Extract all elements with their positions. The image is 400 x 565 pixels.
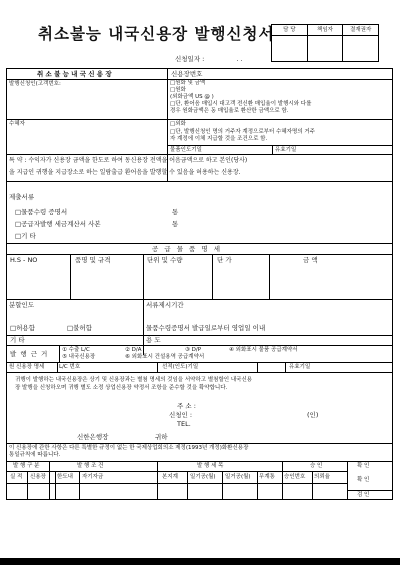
goods-col-hs: H.S - NO: [10, 256, 38, 264]
footer-note-2: 통일규칙에 따릅니다.: [9, 452, 61, 458]
original-lc-expiry[interactable]: 유효기일: [289, 364, 311, 370]
special-terms-line-1: 특 약 : 수익자가 신용장 금액을 한도로 하여 동신용장 전액을 어음금액으로 하고 본인(당사): [9, 157, 248, 164]
form-frame: [6, 68, 393, 500]
document-other-checkbox[interactable]: □기 타: [15, 232, 36, 240]
basis-option-construction[interactable]: ⑥ 외화표시 건설용역 공급계약서: [125, 354, 205, 360]
bank-sub-nosys: 무계통: [259, 474, 275, 480]
goods-col-amount: 금 액: [303, 256, 318, 264]
other-label[interactable]: 기 타: [10, 336, 25, 344]
applicant-sign-label[interactable]: 신청인 :: [169, 411, 193, 419]
original-lc-label: 원 신용장 명세: [9, 364, 45, 370]
delivery-date-label[interactable]: 물품인도기일: [170, 147, 202, 153]
purpose-label[interactable]: 용 도: [146, 336, 161, 344]
bank-inspect-label: 검 인: [357, 492, 370, 498]
basis-option-export-lc[interactable]: ① 수출 L/C: [62, 347, 90, 353]
approval-cell-approver: 결재권자: [350, 27, 372, 33]
bank-name: 신한은행장: [77, 433, 109, 441]
original-lc-number[interactable]: L/C 번호: [59, 364, 81, 370]
goods-title: 공 급 물 품 명 세: [152, 245, 223, 253]
bank-col-issue-detail: 발 행 세 목: [197, 463, 224, 469]
basis-label: 발 행 근 거: [10, 350, 49, 358]
document-invoice-checkbox[interactable]: □공급자발행 세금계산서 사본: [15, 220, 101, 228]
lc-number-label: 신용장번호: [171, 70, 203, 78]
amount-note-2: 경우 원화금액은 동 매입율로 환산한 금액으로 함.: [170, 108, 289, 114]
bottom-bar: [0, 558, 400, 565]
bank-sub-lc: 신용장: [30, 474, 46, 480]
bank-sub-own: 자기자금: [82, 474, 104, 480]
bank-sub-approval-no: 승인번호: [284, 474, 306, 480]
bank-sub-day-1: 일기공(월): [190, 474, 216, 480]
basis-option-da[interactable]: ② D/A: [125, 347, 142, 353]
bank-col-issue-cond: 발 행 조 건: [77, 463, 104, 469]
amount-note-1: □단, 환어음 매입시 대고객 전신환 매입율이 발행시와 다를: [170, 101, 312, 107]
sign-slot[interactable]: [308, 36, 344, 61]
basis-option-dp[interactable]: ③ D/P: [185, 347, 202, 353]
fx-note-1: □단, 발행신청인 명의 거주자 계정으로부터 수혜자명의 거주: [170, 129, 315, 135]
approval-cell-manager: 담 당: [272, 25, 308, 35]
goods-col-name: 품명 및 규격: [75, 256, 111, 264]
sign-slot[interactable]: [272, 36, 308, 61]
document-count: 통: [172, 220, 179, 228]
goods-col-qty: 단위 및 수량: [147, 256, 183, 264]
basis-option-supply-contract[interactable]: ④ 외화표시 물품 공급계약서: [229, 347, 298, 353]
tel-label[interactable]: TEL.: [177, 420, 191, 428]
amount-label[interactable]: □원화 및 금액: [170, 80, 206, 86]
date-value: . .: [236, 55, 243, 63]
goods-col-price: 단 가: [217, 256, 232, 264]
approval-stamp-box: [271, 24, 379, 62]
bank-col-approval: 승 인: [310, 463, 323, 469]
basis-option-local-lc[interactable]: ⑤ 내국신용장: [62, 354, 96, 360]
lc-header: 취 소 불 능 내 국 신 용 장: [37, 70, 112, 78]
document-count: 통: [172, 208, 179, 216]
page-title: 취소불능 내국신용장 발행신청서: [38, 25, 275, 43]
footer-note-1: 이 신용장에 관한 사항은 다른 특별한 규정이 없는 한 국제상업회의소 제정(1993년 개정)화환신용장: [9, 445, 249, 451]
original-lc-shipment[interactable]: 선적(인도)기일: [162, 364, 199, 370]
bank-sub-rate: 의뢰율: [314, 474, 330, 480]
pledge-line-2: 장 발행을 신청하오며 귀행 별도 소정 상업신용장 약정서 조항을 준수할 것을 확약합니다.: [15, 385, 228, 391]
bank-sub-day-2: 일거공(월): [225, 474, 251, 480]
partial-allowed-checkbox[interactable]: □허용함: [10, 324, 35, 332]
bank-col-confirm: 확 인: [357, 463, 370, 469]
date-label: 신청일자 :: [175, 55, 205, 63]
bank-sub-main: 본지계: [162, 474, 178, 480]
amount-krw[interactable]: □원화: [170, 87, 186, 93]
document-receipt-checkbox[interactable]: □물품수령 증명서: [15, 208, 68, 216]
pledge-line-1: 귀행이 발행하는 내국신용장은 상기 및 신용장과는 별첨 명세의 것임을 서약하고 별첨할인 내국신용: [15, 377, 253, 383]
partial-shipment-label: 분할인도: [9, 301, 35, 309]
application-form: [3, 12, 395, 557]
seal-mark: (인): [307, 411, 319, 419]
doc-period-text[interactable]: 물품수령증명서 발급일로부터 영업일 이내: [146, 324, 266, 332]
bank-col-issue-type: 발 행 구 분: [13, 463, 40, 469]
fx-note-2: 자 계정에 이체 지급할 것을 조건으로 함.: [170, 136, 268, 142]
doc-period-label: 서류제시기간: [146, 301, 184, 309]
beneficiary-label[interactable]: 수혜자: [9, 121, 25, 127]
application-date[interactable]: [175, 54, 243, 63]
fx-option[interactable]: □외화: [170, 121, 186, 127]
documents-title: 제출서류: [9, 193, 35, 201]
applicant-label[interactable]: 발행신청인(고객번호:: [9, 81, 61, 87]
partial-denied-checkbox[interactable]: □불허함: [67, 324, 92, 332]
special-terms-line-2: 을 지급인 귀행을 지급장소로 하는 일람출급 환어음을 발행할 수 있음을 허용하는 신용장.: [9, 169, 241, 176]
bank-confirm-label: 확 인: [357, 477, 370, 483]
bank-suffix: 귀하: [155, 433, 168, 441]
amount-fx[interactable]: (외화금액 US @ ): [170, 94, 214, 100]
expiry-date-label[interactable]: 유효기일: [275, 147, 297, 153]
address-label[interactable]: 주 소 :: [177, 402, 196, 410]
bank-sub-limit: 한도내: [57, 474, 73, 480]
bank-sub-record: 실 적: [10, 474, 23, 480]
sign-slot[interactable]: [343, 36, 378, 61]
approval-cell-supervisor: 책임자: [308, 25, 344, 35]
